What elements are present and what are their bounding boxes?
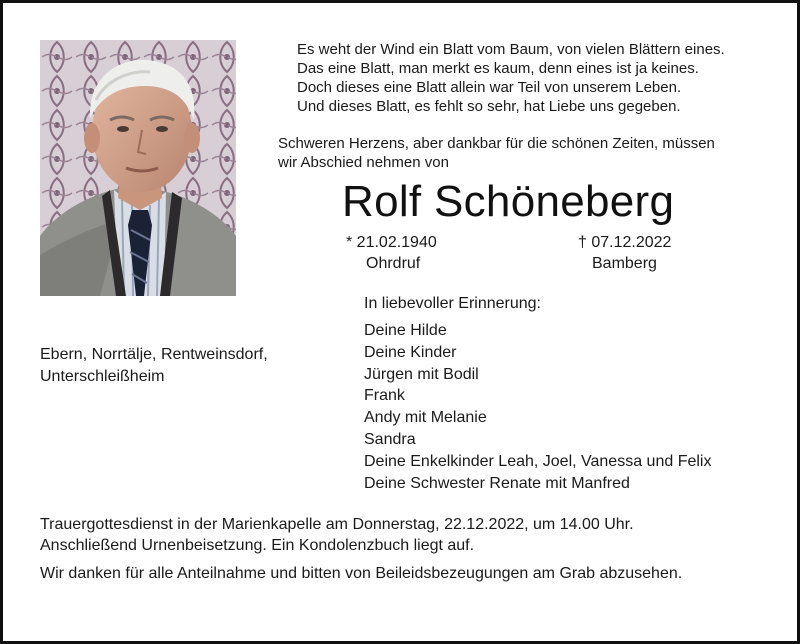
- family-member: Deine Hilde: [364, 322, 447, 339]
- birth-date: * 21.02.1940: [346, 234, 437, 251]
- service-line: Anschließend Urnenbeisetzung. Ein Kondolenzbuch liegt auf.: [40, 537, 475, 554]
- thanks-text: [40, 563, 756, 584]
- intro-line: wir Abschied nehmen von: [278, 154, 449, 171]
- deceased-name: Rolf Schöneberg: [342, 177, 675, 226]
- family-member: Deine Schwester Renate mit Manfred: [364, 474, 630, 492]
- family-member: Jürgen mit Bodil: [364, 365, 479, 383]
- places-line: Unterschleißheim: [40, 367, 165, 385]
- remembrance-heading: In liebevoller Erinnerung:: [364, 295, 541, 312]
- family-member: Andy mit Melanie: [364, 409, 487, 427]
- poem-line: Es weht der Wind ein Blatt vom Baum, von vielen Blättern eines.: [297, 41, 725, 58]
- poem-line: Und dieses Blatt, es fehlt so sehr, hat Liebe uns gegeben.: [297, 98, 681, 115]
- birth-place: Ohrdruf: [366, 255, 421, 272]
- places-line: Ebern, Norrtälje, Rentweinsdorf,: [40, 346, 268, 363]
- service-info: [40, 514, 760, 556]
- family-member: Sandra: [364, 430, 416, 448]
- family-member: Deine Enkelkinder Leah, Joel, Vanessa und Felix: [364, 452, 712, 470]
- family-member: Deine Kinder: [364, 343, 457, 361]
- poem: [297, 40, 725, 116]
- death-info: [578, 232, 671, 274]
- poem-line: Doch dieses eine Blatt allein war Teil von unserem Leben.: [297, 79, 682, 96]
- family-member: Frank: [364, 387, 405, 405]
- death-date: † 07.12.2022: [578, 234, 672, 251]
- service-line: Trauergottesdienst in der Marienkapelle am Donnerstag, 22.12.2022, um 14.00 Uhr.: [40, 516, 634, 533]
- places: [40, 344, 268, 388]
- poem-line: Das eine Blatt, man merkt es kaum, denn eines ist ja keines.: [297, 60, 699, 77]
- thanks-line: Wir danken für alle Anteilnahme und bitten von Beileidsbezeugungen am Grab abzusehen.: [40, 565, 683, 582]
- portrait-photo: [40, 40, 236, 296]
- family-list: [364, 320, 711, 494]
- intro-line: Schweren Herzens, aber dankbar für die schönen Zeiten, müssen: [278, 135, 715, 152]
- birth-info: [346, 232, 437, 274]
- death-place: Bamberg: [592, 255, 657, 272]
- intro-text: [278, 134, 715, 172]
